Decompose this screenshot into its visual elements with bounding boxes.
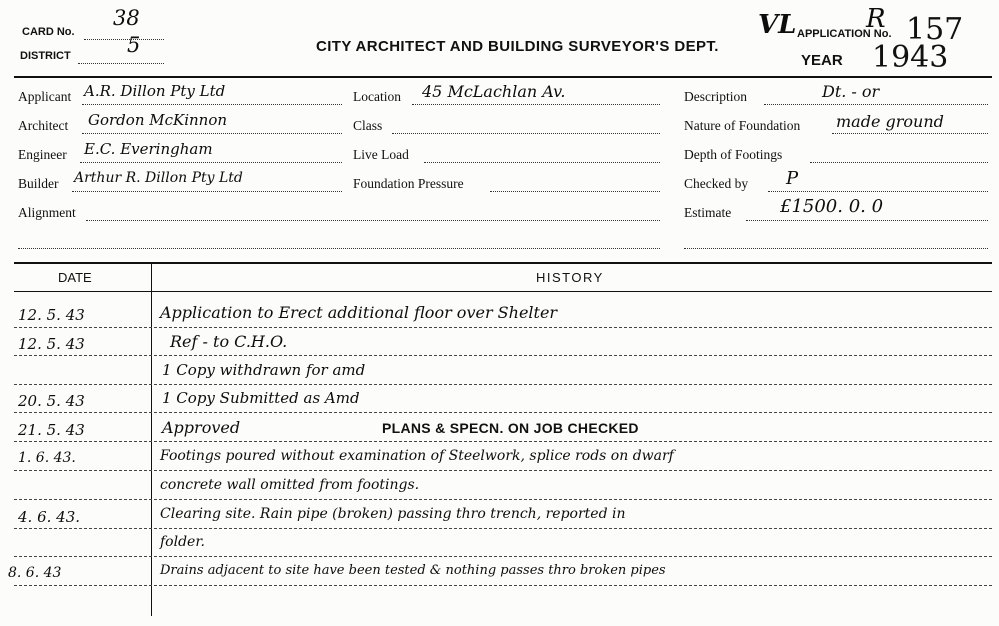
history-row-date: 12. 5. 43 (18, 306, 85, 324)
applicant-label: Applicant (18, 89, 72, 104)
initials: VL (758, 10, 797, 40)
location-value: 45 McLachlan Av. (422, 82, 566, 101)
date-header: DATE (58, 270, 92, 285)
estimate-label: Estimate (684, 205, 732, 220)
architect-value: Gordon McKinnon (88, 111, 228, 129)
application-prefix: R (866, 4, 886, 34)
engineer-value: E.C. Everingham (84, 140, 213, 158)
date-column-divider (151, 262, 152, 616)
history-row-text: folder. (160, 534, 205, 550)
history-row-date: 8. 6. 43 (8, 565, 62, 581)
district-line (78, 63, 164, 64)
year-label: YEAR (801, 52, 843, 69)
description-label: Description (684, 89, 747, 104)
history-header: HISTORY (536, 270, 604, 285)
card-no-line (84, 39, 164, 40)
checked-stamp: PLANS & SPECN. ON JOB CHECKED (382, 420, 639, 436)
year-value: 1943 (872, 40, 949, 75)
depth-of-footings-label: Depth of Footings (684, 147, 783, 162)
history-row-text: 1 Copy Submitted as Amd (162, 389, 360, 407)
applicant-value: A.R. Dillon Pty Ltd (84, 82, 226, 100)
builder-value: Arthur R. Dillon Pty Ltd (74, 170, 243, 186)
estimate-value: £1500. 0. 0 (780, 196, 884, 217)
history-row-text: Footings poured without examination of Steelwork, splice rods on dwarf (160, 448, 674, 464)
live-load-label: Live Load (353, 147, 409, 162)
card-no-value: 38 (113, 6, 140, 30)
district-value: 5 (127, 33, 141, 57)
history-row-text: concrete wall omitted from footings. (160, 477, 420, 493)
nature-of-foundation-value: made ground (836, 112, 944, 131)
history-row-date: 12. 5. 43 (18, 335, 85, 353)
checked-by-value: P (786, 168, 799, 189)
location-label: Location (353, 89, 401, 104)
history-header-rule (14, 291, 992, 292)
history-row-text: Ref - to C.H.O. (170, 332, 288, 351)
nature-of-foundation-label: Nature of Foundation (684, 118, 801, 133)
department-title: CITY ARCHITECT AND BUILDING SURVEYOR'S DEPT. (316, 38, 719, 55)
history-row-text: Application to Erect additional floor over Shelter (160, 303, 558, 322)
engineer-label: Engineer (18, 147, 67, 162)
history-row-date: 20. 5. 43 (18, 392, 85, 410)
history-row-date: 4. 6. 43. (18, 508, 81, 526)
architect-label: Architect (18, 118, 69, 133)
history-row-text: 1 Copy withdrawn for amd (162, 361, 366, 379)
district-label: DISTRICT (20, 50, 71, 62)
alignment-label: Alignment (18, 205, 76, 220)
checked-by-label: Checked by (684, 176, 749, 191)
class-label: Class (353, 118, 383, 133)
history-row-date: 21. 5. 43 (18, 421, 85, 439)
description-value: Dt. - or (822, 82, 880, 101)
history-row-date: 1. 6. 43. (18, 450, 76, 466)
foundation-pressure-label: Foundation Pressure (353, 176, 464, 191)
top-rule (14, 76, 992, 78)
history-row-text: Drains adjacent to site have been tested & nothing passes thro broken pipes (160, 563, 666, 578)
application-label: APPLICATION No. (797, 28, 892, 40)
builder-label: Builder (18, 176, 59, 191)
history-row-text: Clearing site. Rain pipe (broken) passing thro trench, reported in (160, 506, 626, 522)
card-no-label: CARD No. (22, 26, 75, 38)
application-number: 157 (906, 12, 964, 47)
history-top-rule (14, 262, 992, 264)
history-row-text: Approved (162, 418, 241, 437)
